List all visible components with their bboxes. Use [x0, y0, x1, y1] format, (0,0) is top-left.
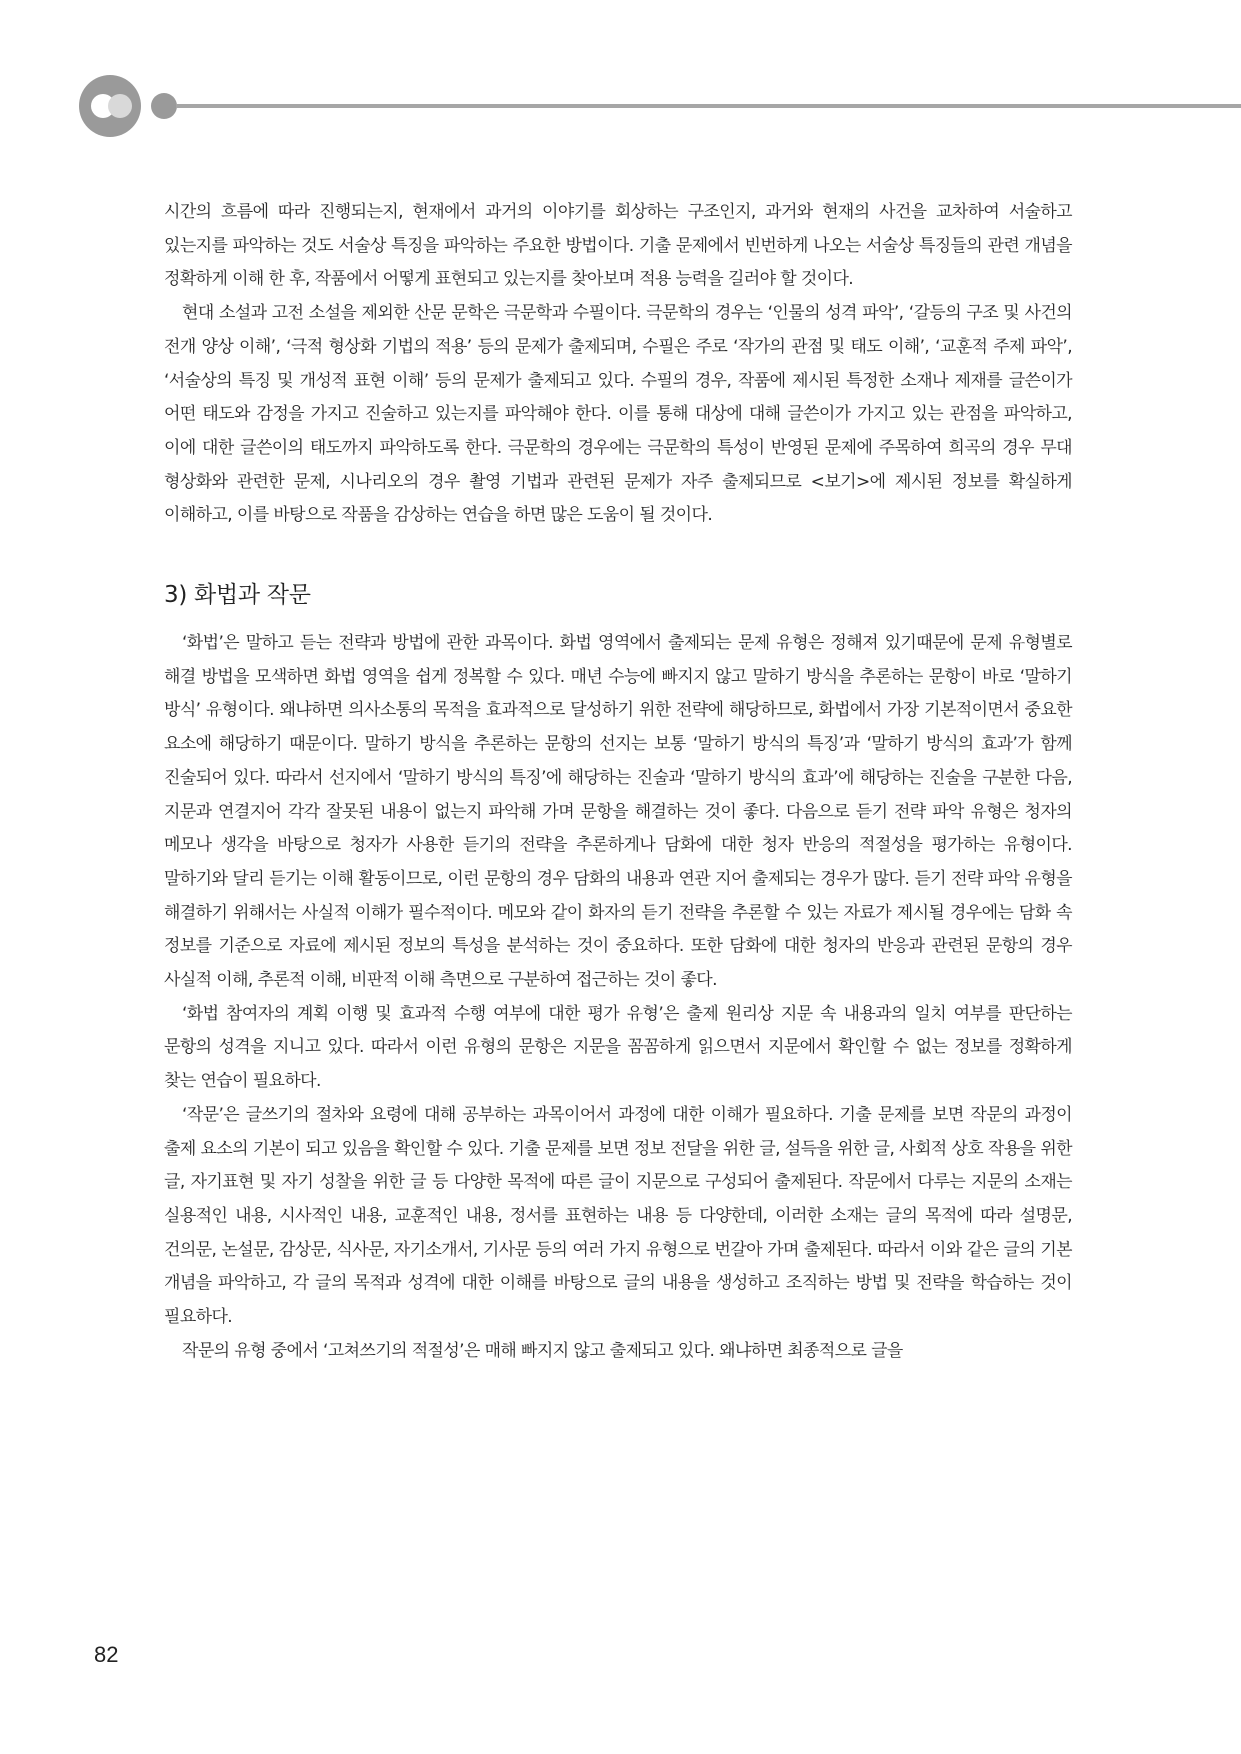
body-paragraph: 시간의 흐름에 따라 진행되는지, 현재에서 과거의 이야기를 회상하는 구조인지, 과거와 현재의 사건을 교차하여 서술하고 있는지를 파악하는 것도 서술상 특징을 파악하는 주요한 방법이다. 기출 문제에서 빈번하게 나오는 서술상 특징들의 관련 개념을 정확하게 이해 한 후, 작품에서 어떻게 표현되고 있는지를 찾아보며 적용 능력을 길러야 할 것이다.	[164, 202, 1072, 290]
decor-circle-inner-right	[108, 94, 132, 118]
body-paragraph: 현대 소설과 고전 소설을 제외한 산문 문학은 극문학과 수필이다. 극문학의 경우는 ‘인물의 성격 파악’, ‘갈등의 구조 및 사건의 전개 양상 이해’, ‘극적 형상화 기법의 적용’ 등의 문제가 출제되며, 수필은 주로 ‘작가의 관점 및 태도 이해’, ‘교훈적 주제 파악’, ‘서술상의 특징 및 개성적 표현 이해’ 등의 문제가 출제되고 있다. 수필의 경우, 작품에 제시된 특정한 소재나 제재를 글쓴이가 어떤 태도와 감정을 가지고 진술하고 있는지를 파악해야 한다. 이를 통해 대상에 대해 글쓴이가 가지고 있는 관점을 파악하고, 이에 대한 글쓴이의 태도까지 파악하도록 한다. 극문학의 경우에는 극문학의 특성이 반영된 문제에 주목하여 희곡의 경우 무대 형상화와 관련한 문제, 시나리오의 경우 촬영 기법과 관련된 문제가 자주 출제되므로 <보기>에 제시된 정보를 확실하게 이해하고, 이를 바탕으로 작품을 감상하는 연습을 하면 많은 도움이 될 것이다.	[164, 303, 1072, 526]
body-paragraph: 작문의 유형 중에서 ‘고쳐쓰기의 적절성’은 매해 빠지지 않고 출제되고 있다. 왜냐하면 최종적으로 글을	[182, 1340, 903, 1361]
section-heading: 3) 화법과 작문	[164, 582, 311, 609]
body-paragraph: ‘작문’은 글쓰기의 절차와 요령에 대해 공부하는 과목이어서 과정에 대한 이해가 필요하다. 기출 문제를 보면 작문의 과정이 출제 요소의 기본이 되고 있음을 확인할 수 있다. 기출 문제를 보면 정보 전달을 위한 글, 설득을 위한 글, 사회적 상호 작용을 위한 글, 자기표현 및 자기 성찰을 위한 글 등 다양한 목적에 따른 글이 지문으로 구성되어 출제된다. 작문에서 다루는 지문의 소재는 실용적인 내용, 시사적인 내용, 교훈적인 내용, 정서를 표현하는 내용 등 다양한데, 이러한 소재는 글의 목적에 따라 설명문, 건의문, 논설문, 감상문, 식사문, 자기소개서, 기사문 등의 여러 가지 유형으로 번갈아 가며 출제된다. 따라서 이와 같은 글의 기본 개념을 파악하고, 각 글의 목적과 성격에 대한 이해를 바탕으로 글의 내용을 생성하고 조직하는 방법 및 전략을 학습하는 것이 필요하다.	[164, 1104, 1072, 1328]
body-paragraph: ‘화법 참여자의 계획 이행 및 효과적 수행 여부에 대한 평가 유형’은 출제 원리상 지문 속 내용과의 일치 여부를 판단하는 문항의 성격을 지니고 있다. 따라서 이런 유형의 문항은 지문을 꼼꼼하게 읽으면서 지문에서 확인할 수 없는 정보를 정확하게 찾는 연습이 필요하다.	[164, 1003, 1072, 1092]
header-rule	[176, 104, 1241, 108]
page-content	[164, 196, 1072, 1369]
body-paragraph: ‘화법’은 말하고 듣는 전략과 방법에 관한 과목이다. 화법 영역에서 출제되는 문제 유형은 정해져 있기때문에 문제 유형별로 해결 방법을 모색하면 화법 영역을 쉽게 정복할 수 있다. 매년 수능에 빠지지 않고 말하기 방식을 추론하는 문항이 바로 ‘말하기 방식’ 유형이다. 왜냐하면 의사소통의 목적을 효과적으로 달성하기 위한 전략에 해당하므로, 화법에서 가장 기본적이면서 중요한 요소에 해당하기 때문이다. 말하기 방식을 추론하는 문항의 선지는 보통 ‘말하기 방식의 특징’과 ‘말하기 방식의 효과’가 함께 진술되어 있다. 따라서 선지에서 ‘말하기 방식의 특징’에 해당하는 진술과 ‘말하기 방식의 효과’에 해당하는 진술을 구분한 다음, 지문과 연결지어 각각 잘못된 내용이 없는지 파악해 가며 문항을 해결하는 것이 좋다. 다음으로 듣기 전략 파악 유형은 청자의 메모나 생각을 바탕으로 청자가 사용한 듣기의 전략을 추론하게나 담화에 대한 청자 반응의 적절성을 평가하는 유형이다. 말하기와 달리 듣기는 이해 활동이므로, 이런 문항의 경우 담화의 내용과 연관 지어 출제되는 경우가 많다. 듣기 전략 파악 유형을 해결하기 위해서는 사실적 이해가 필수적이다. 메모와 같이 화자의 듣기 전략을 추론할 수 있는 자료가 제시될 경우에는 담화 속 정보를 기준으로 자료에 제시된 정보의 특성을 분석하는 것이 중요하다. 또한 담화에 대한 청자의 반응과 관련된 문항의 경우 사실적 이해, 추론적 이해, 비판적 이해 측면으로 구분하여 접근하는 것이 좋다.	[164, 633, 1072, 991]
decor-dot	[151, 93, 177, 119]
page-number: 82	[94, 1642, 119, 1667]
header-decoration	[0, 0, 1241, 160]
